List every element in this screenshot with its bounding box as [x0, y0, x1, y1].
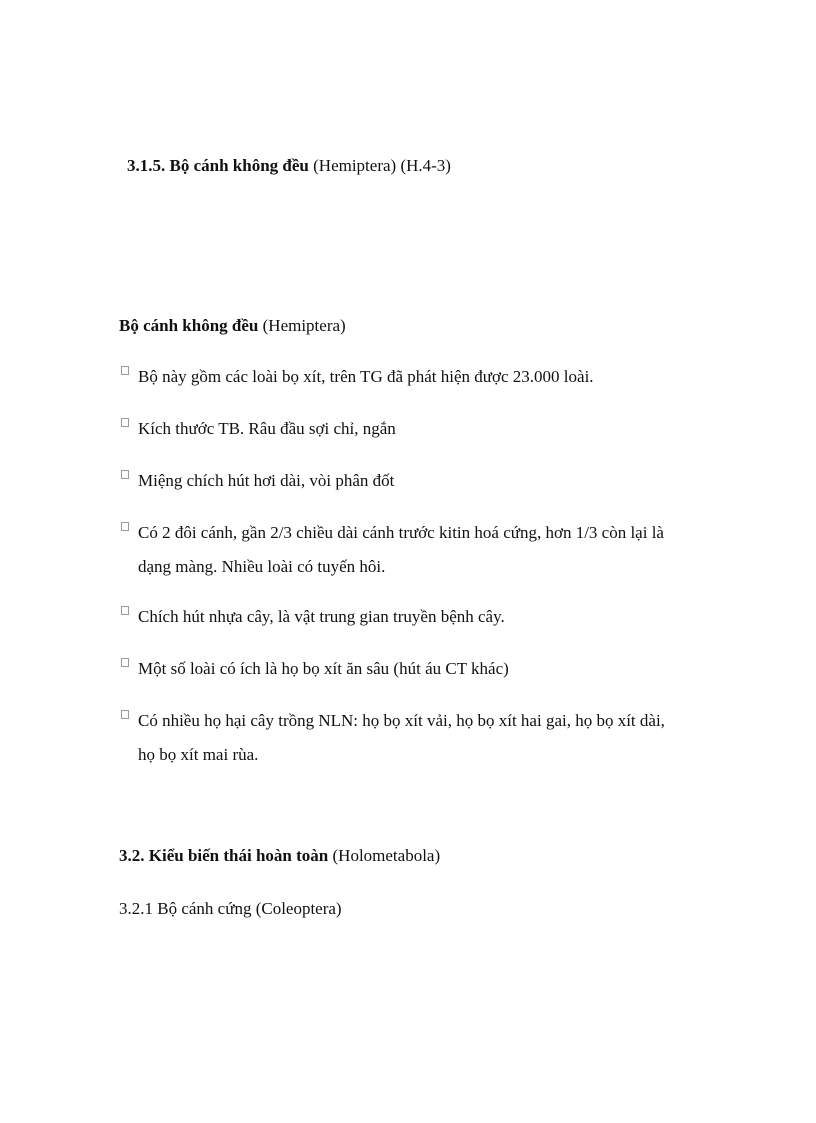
bullet-text: Có nhiều họ hại cây trồng NLN: họ bọ xít vải, họ bọ xít hai gai, họ bọ xít dài,: [138, 711, 665, 730]
subsection-heading-3-2-1: [119, 899, 342, 919]
bullet-box-icon: [121, 366, 129, 375]
bullet-box-icon: [121, 658, 129, 667]
bullet-box-icon: [121, 522, 129, 531]
bullet-text: Một số loài có ích là họ bọ xít ăn sâu (hút áu CT khác): [138, 659, 509, 678]
section-title-bold: Bộ cánh không đều: [169, 156, 309, 175]
subsection-3-2-1-text: 3.2.1 Bộ cánh cứng (Coleoptera): [119, 899, 342, 918]
bullet-box-icon: [121, 470, 129, 479]
order-heading: [119, 316, 346, 336]
order-heading-bold: Bộ cánh không đều: [119, 316, 259, 335]
bullet-box-icon: [121, 710, 129, 719]
order-heading-rest: (Hemiptera): [258, 316, 346, 335]
bullet-box-icon: [121, 606, 129, 615]
section-3-2-bold: 3.2. Kiểu biến thái hoàn toàn: [119, 846, 329, 865]
bullet-text: Miệng chích hút hơi dài, vòi phân đốt: [138, 471, 395, 490]
bullet-text-continuation: dạng màng. Nhiều loài có tuyến hôi.: [138, 557, 386, 576]
section-title-rest: (Hemiptera) (H.4-3): [308, 156, 451, 175]
bullet-text: Chích hút nhựa cây, là vật trung gian truyền bệnh cây.: [138, 607, 505, 626]
section-number: 3.1.5.: [127, 156, 166, 175]
section-3-2-rest: (Holometabola): [328, 846, 441, 865]
section-heading-3-1-5: [127, 156, 451, 176]
section-heading-3-2: [119, 846, 440, 866]
bullet-text: Bộ này gồm các loài bọ xít, trên TG đã phát hiện được 23.000 loài.: [138, 367, 594, 386]
bullet-text: Kích thước TB. Râu đầu sợi chỉ, ngắn: [138, 419, 396, 438]
bullet-box-icon: [121, 418, 129, 427]
bullet-text: Có 2 đôi cánh, gần 2/3 chiều dài cánh trước kitin hoá cứng, hơn 1/3 còn lại là: [138, 523, 664, 542]
bullet-text-continuation: họ bọ xít mai rùa.: [138, 745, 259, 764]
